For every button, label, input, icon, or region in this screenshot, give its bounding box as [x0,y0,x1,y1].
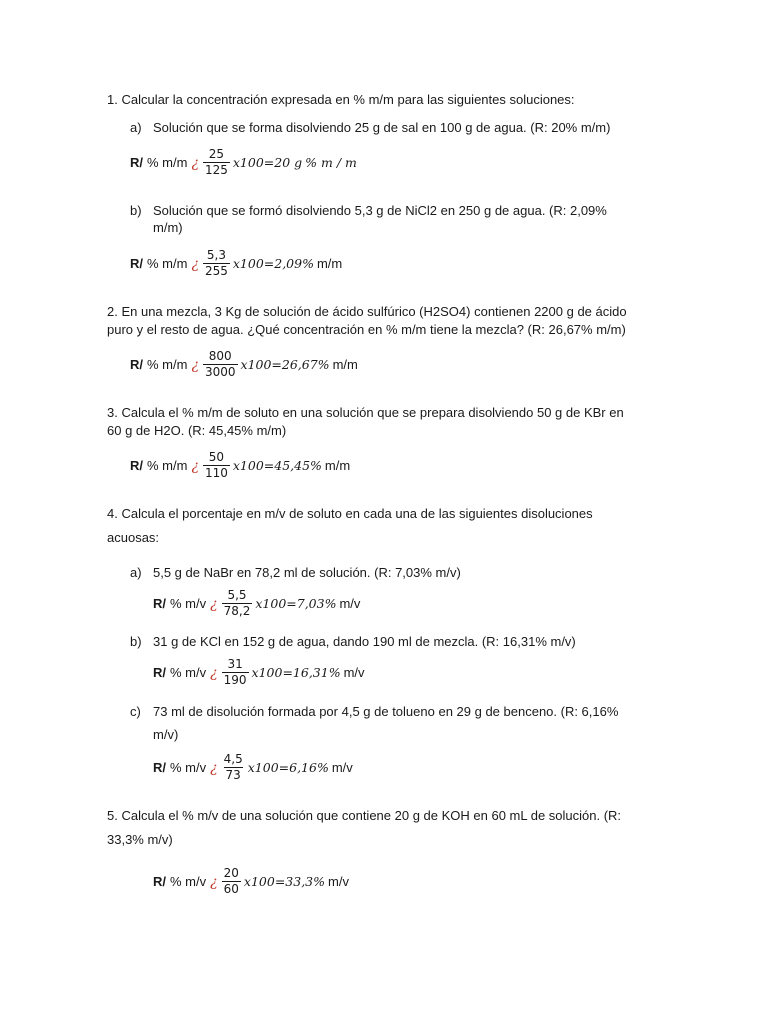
q4-b-marker: b) [130,634,142,649]
unknown-glyph: ¿ [210,664,218,681]
fraction: $\frac{20}{60}$ [223,866,239,896]
q3-answer: R/ % m/m ¿ $\frac{50}{110}$ x100=45,45% m/m [130,450,351,480]
q4-c-marker: c) [130,704,141,719]
fraction: $\frac{50}{110}$ [204,450,228,480]
q1-a-text: Solución que se forma disolviendo 25 g de sal en 100 g de agua. (R: 20% m/m) [153,120,611,135]
q4-c-text-line2: m/v) [153,727,179,742]
q2-answer: R/ % m/m ¿ $\frac{800}{3000}$ x100=26,67% m/m [130,349,358,379]
q4-b-text: 31 g de KCl en 152 g de agua, dando 190 ml de mezcla. (R: 16,31% m/v) [153,634,576,649]
q1-b-answer: R/ % m/m ¿ $\frac{5,3}{255}$ x100=2,09% m/m [130,248,343,278]
unknown-glyph: ¿ [210,759,218,776]
q4-a-marker: a) [130,565,142,580]
fraction: $\frac{25}{125}$ [204,147,228,177]
fraction: $\frac{800}{3000}$ [204,349,236,379]
question-3-line2: 60 g de H2O. (R: 45,45% m/m) [107,423,287,438]
unknown-glyph: ¿ [191,154,199,171]
q1-b-text-line2: m/m) [153,220,183,235]
unknown-glyph: ¿ [191,457,199,474]
unknown-glyph: ¿ [210,873,218,890]
q5-answer: R/ % m/v ¿ $\frac{20}{60}$ x100=33,3% m/v [153,866,349,896]
q4-a-answer: R/ % m/v ¿ $\frac{5,5}{78,2}$ x100=7,03% m/v [153,588,361,618]
fraction: $\frac{31}{190}$ [223,657,247,687]
question-3-line1: 3. Calcula el % m/m de soluto en una solución que se prepara disolviendo 50 g de KBr en [107,405,624,420]
q4-c-answer: R/ % m/v ¿ $\frac{4,5}{73}$ x100=6,16% m/v [153,752,353,782]
question-2-line2: puro y el resto de agua. ¿Qué concentración en % m/m tiene la mezcla? (R: 26,67% m/m) [107,322,626,337]
q4-b-answer: R/ % m/v ¿ $\frac{31}{190}$ x100=16,31% m/v [153,657,365,687]
question-4-line1: 4. Calcula el porcentaje en m/v de soluto en cada una de las siguientes disoluciones [107,506,593,521]
question-1-text: 1. Calcular la concentración expresada en % m/m para las siguientes soluciones: [107,92,575,107]
q1-b-text-line1: Solución que se formó disolviendo 5,3 g de NiCl2 en 250 g de agua. (R: 2,09% [153,203,607,218]
q1-a-answer: R/ % m/m ¿ $\frac{25}{125}$ x100=20 g % m / m [130,147,357,177]
q1-a-marker: a) [130,120,142,135]
q1-b-marker: b) [130,203,142,218]
answer-label: R/ [130,155,143,170]
q4-c-text-line1: 73 ml de disolución formada por 4,5 g de tolueno en 29 g de benceno. (R: 6,16% [153,704,619,719]
question-5-line2: 33,3% m/v) [107,832,173,847]
fraction: $\frac{5,5}{78,2}$ [223,588,251,618]
fraction: $\frac{5,3}{255}$ [204,248,228,278]
unknown-glyph: ¿ [210,595,218,612]
unknown-glyph: ¿ [191,356,199,373]
question-4-line2: acuosas: [107,530,160,545]
unknown-glyph: ¿ [191,255,199,272]
fraction: $\frac{4,5}{73}$ [223,752,243,782]
q4-a-text: 5,5 g de NaBr en 78,2 ml de solución. (R: 7,03% m/v) [153,565,461,580]
question-5-line1: 5. Calcula el % m/v de una solución que contiene 20 g de KOH en 60 mL de solución. (R: [107,808,622,823]
question-2-line1: 2. En una mezcla, 3 Kg de solución de ácido sulfúrico (H2SO4) contienen 2200 g de ácido [107,304,627,319]
